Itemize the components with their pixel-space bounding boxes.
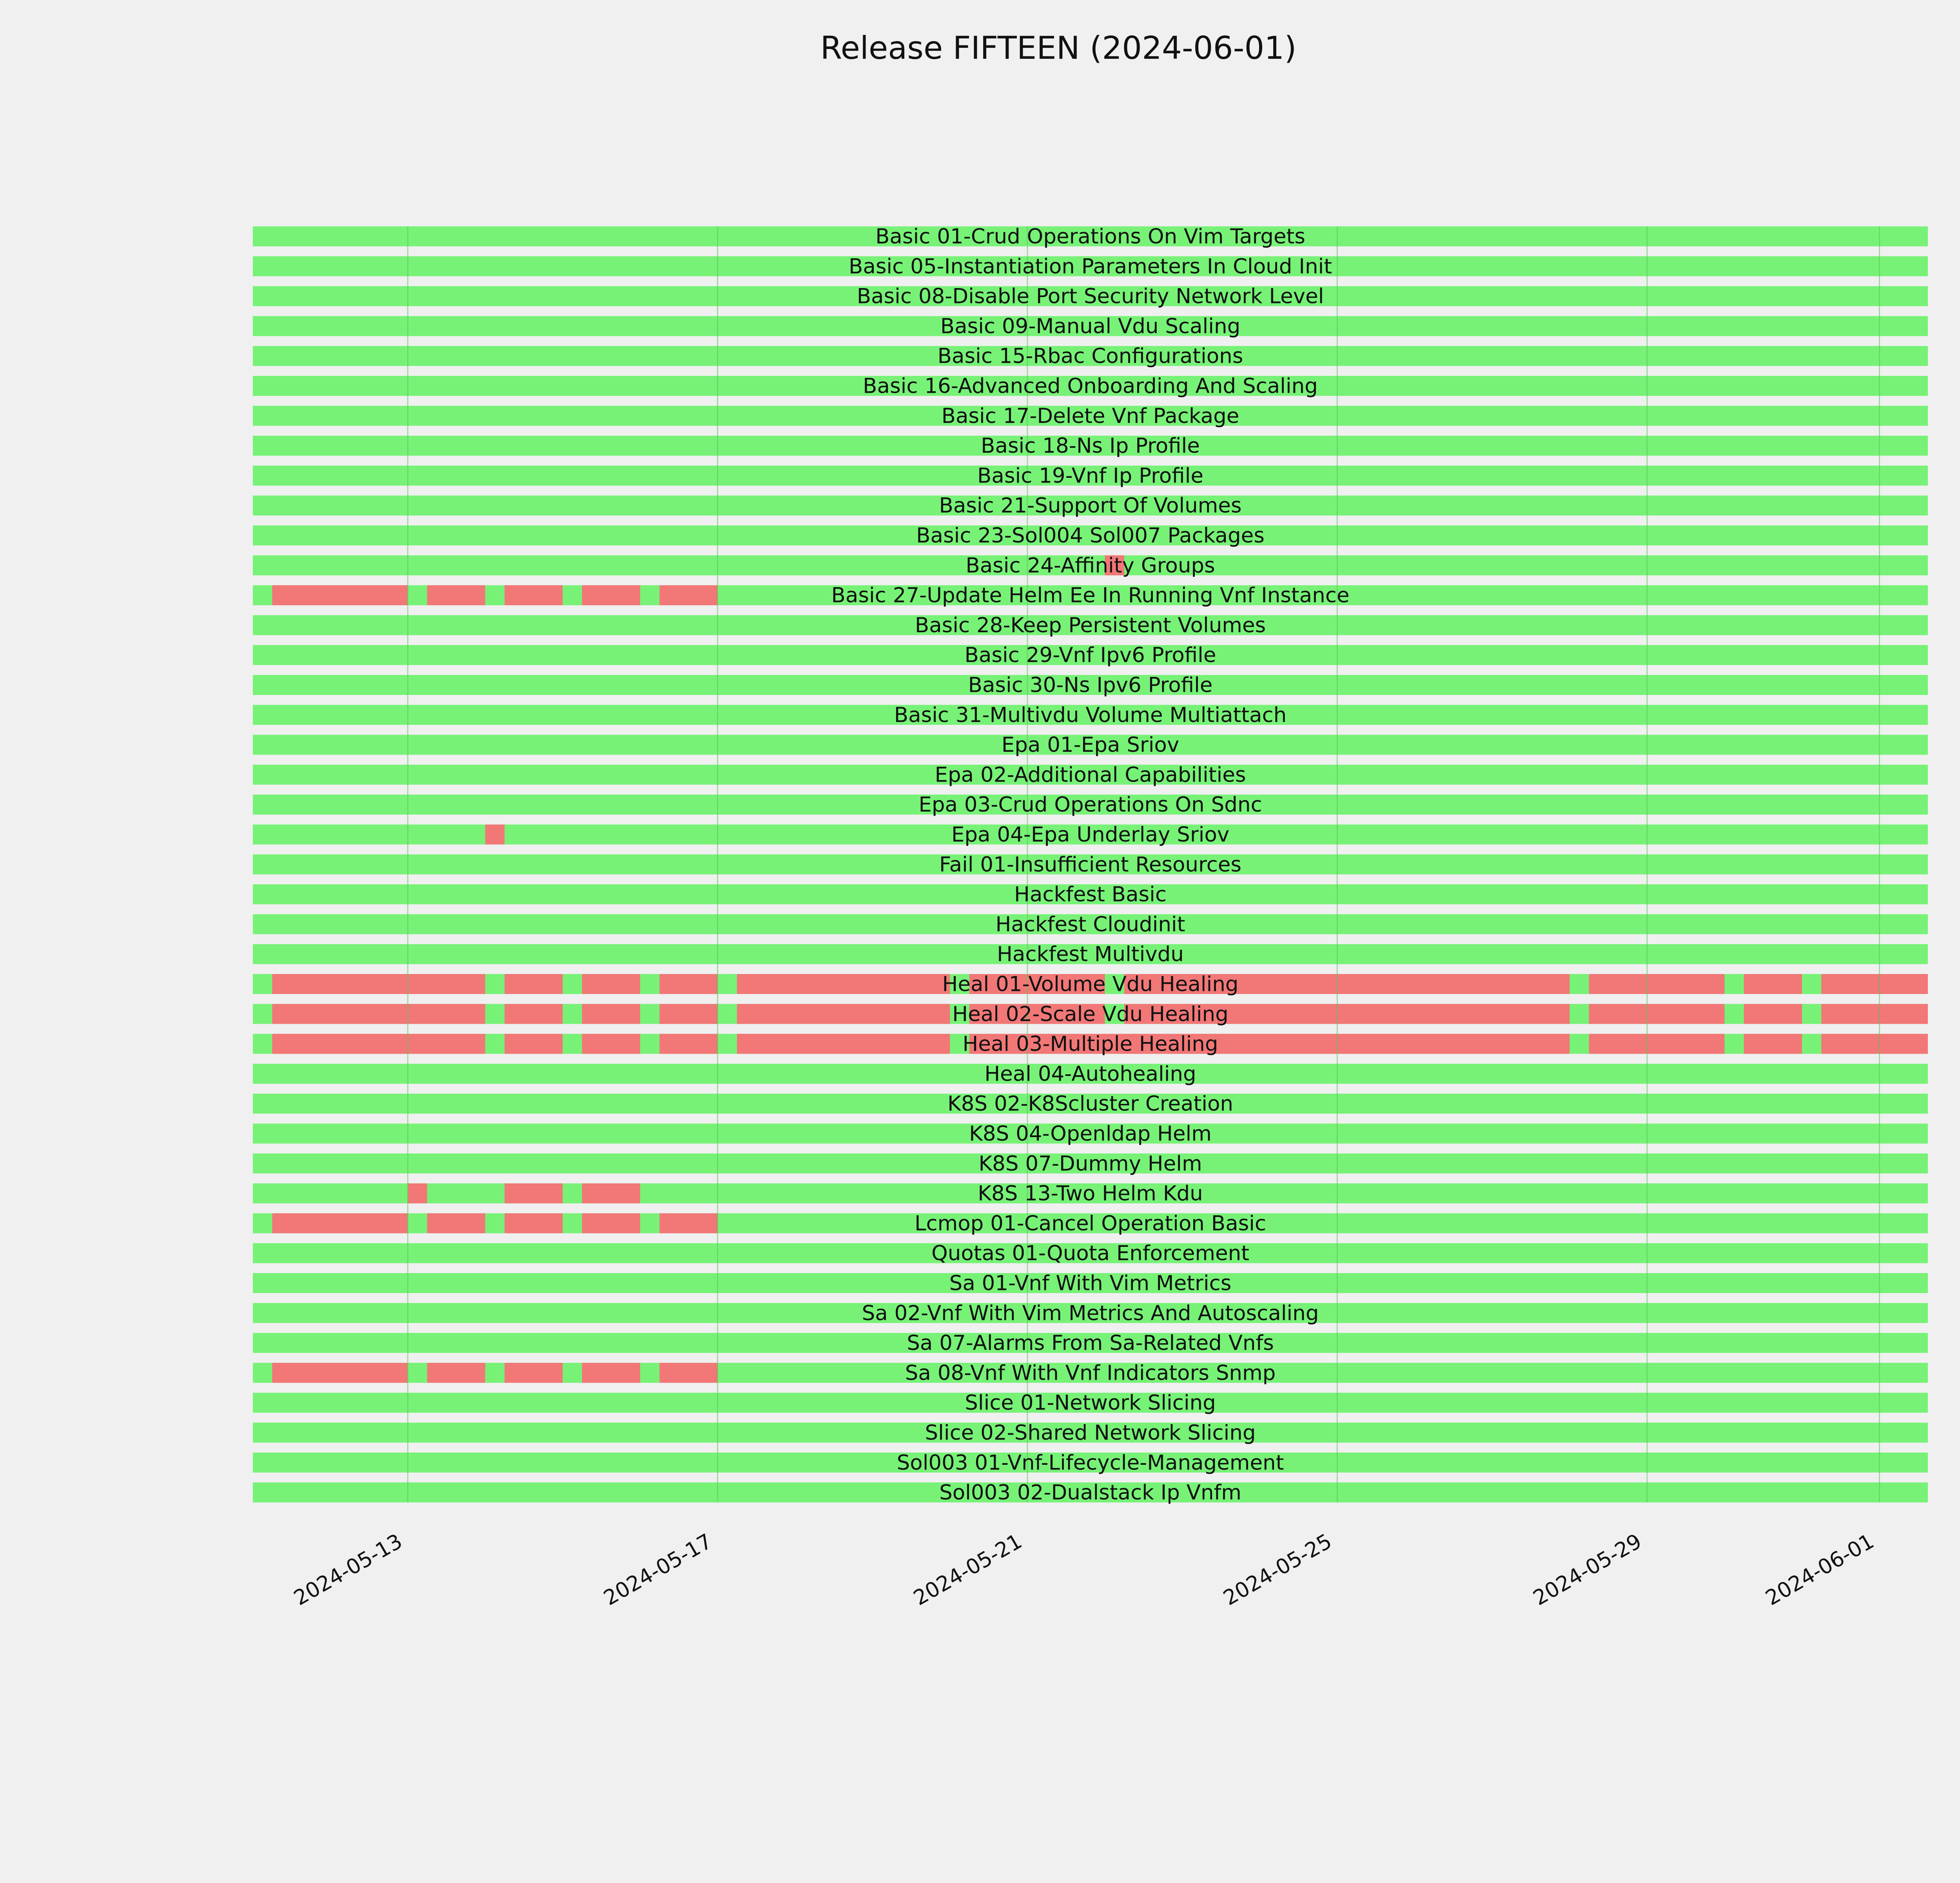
fail-segment (1744, 1004, 1802, 1024)
row-label: Slice 02-Shared Network Slicing (925, 1421, 1256, 1445)
row-label: Basic 17-Delete Vnf Package (941, 404, 1240, 428)
row-label: K8S 07-Dummy Helm (978, 1152, 1202, 1176)
row-label: Lcmop 01-Cancel Operation Basic (914, 1211, 1267, 1235)
fail-segment (582, 585, 640, 605)
x-tick-label: 2024-05-17 (599, 1529, 717, 1611)
fail-segment (1821, 1034, 1928, 1054)
fail-segment (272, 1213, 408, 1233)
fail-segment (505, 974, 563, 994)
fail-segment (659, 1004, 717, 1024)
fail-segment (1744, 974, 1802, 994)
row-label: Epa 03-Crud Operations On Sdnc (918, 793, 1262, 817)
fail-segment (272, 585, 408, 605)
fail-segment (737, 1034, 950, 1054)
row-label: Basic 16-Advanced Onboarding And Scaling (863, 374, 1318, 398)
row-label: Basic 29-Vnf Ipv6 Profile (964, 643, 1216, 668)
fail-segment (582, 1213, 640, 1233)
fail-segment (659, 1213, 717, 1233)
row-label: Sa 02-Vnf With Vim Metrics And Autoscaling (862, 1301, 1319, 1325)
row-label: Basic 19-Vnf Ip Profile (977, 464, 1203, 488)
row-label: Fail 01-Insufficient Resources (939, 853, 1241, 877)
row-label: Basic 08-Disable Port Security Network Level (857, 284, 1324, 308)
row-label: Basic 15-Rbac Configurations (937, 344, 1243, 368)
fail-segment (505, 1004, 563, 1024)
row-label: Basic 28-Keep Persistent Volumes (915, 613, 1266, 637)
fail-segment (582, 1363, 640, 1383)
row-label: Sa 01-Vnf With Vim Metrics (949, 1271, 1232, 1295)
row-label: Basic 05-Instantiation Parameters In Cloud Init (848, 254, 1332, 279)
fail-segment (659, 1034, 717, 1054)
fail-segment (272, 1004, 485, 1024)
fail-segment (427, 1213, 485, 1233)
fail-segment (1589, 1004, 1725, 1024)
row-label: K8S 13-Two Helm Kdu (978, 1181, 1203, 1206)
row-label: Hackfest Multivdu (997, 942, 1184, 967)
row-label: Basic 18-Ns Ip Profile (981, 434, 1200, 458)
row-label: Basic 09-Manual Vdu Scaling (940, 314, 1241, 338)
fail-segment (505, 1034, 563, 1054)
fail-segment (485, 825, 505, 845)
row-label: Heal 01-Volume Vdu Healing (942, 972, 1239, 996)
chart-title: Release FIFTEEN (2024-06-01) (820, 30, 1297, 66)
fail-segment (1821, 974, 1928, 994)
fail-segment (659, 974, 717, 994)
row-label: Epa 04-Epa Underlay Sriov (951, 823, 1230, 847)
fail-segment (1589, 1034, 1725, 1054)
row-label: Slice 01-Network Slicing (965, 1391, 1216, 1415)
fail-segment (659, 585, 717, 605)
row-label: Sol003 02-Dualstack Ip Vnfm (939, 1480, 1241, 1505)
row-label: Heal 03-Multiple Healing (962, 1032, 1218, 1056)
x-tick-label: 2024-05-25 (1219, 1529, 1336, 1611)
row-label: Basic 23-Sol004 Sol007 Packages (916, 524, 1265, 548)
row-label: Epa 01-Epa Sriov (1001, 733, 1180, 757)
fail-segment (582, 1183, 640, 1203)
row-label: Hackfest Basic (1014, 882, 1167, 907)
row-label: Sol003 01-Vnf-Lifecycle-Management (897, 1451, 1284, 1475)
fail-segment (737, 1004, 950, 1024)
fail-segment (272, 1363, 408, 1383)
fail-segment (582, 1004, 640, 1024)
fail-segment (737, 974, 950, 994)
fail-segment (582, 974, 640, 994)
row-label: Basic 30-Ns Ipv6 Profile (968, 673, 1213, 697)
fail-segment (505, 1183, 563, 1203)
row-label: Sa 08-Vnf With Vnf Indicators Snmp (905, 1361, 1276, 1385)
row-label: Quotas 01-Quota Enforcement (931, 1241, 1249, 1266)
fail-segment (427, 585, 485, 605)
fail-segment (272, 974, 485, 994)
row-label: Epa 02-Additional Capabilities (935, 763, 1246, 787)
row-label: K8S 04-Openldap Helm (969, 1122, 1212, 1146)
fail-segment (427, 1363, 485, 1383)
row-label: Basic 31-Multivdu Volume Multiattach (894, 703, 1287, 727)
fail-segment (1589, 974, 1725, 994)
row-label: Basic 24-Affinity Groups (965, 553, 1215, 578)
x-tick-label: 2024-06-01 (1761, 1529, 1878, 1611)
row-label: Sa 07-Alarms From Sa-Related Vnfs (907, 1331, 1274, 1355)
fail-segment (505, 1363, 563, 1383)
fail-segment (272, 1034, 485, 1054)
fail-segment (1744, 1034, 1802, 1054)
fail-segment (1821, 1004, 1928, 1024)
row-label: Basic 27-Update Helm Ee In Running Vnf Instance (831, 583, 1350, 608)
row-label: Heal 04-Autohealing (984, 1062, 1196, 1086)
fail-segment (659, 1363, 717, 1383)
fail-segment (505, 1213, 563, 1233)
row-label: Hackfest Cloudinit (995, 912, 1185, 936)
fail-segment (505, 585, 563, 605)
x-tick-label: 2024-05-29 (1529, 1529, 1646, 1611)
row-label: K8S 02-K8Scluster Creation (947, 1092, 1233, 1116)
x-tick-label: 2024-05-13 (290, 1529, 407, 1611)
x-tick-label: 2024-05-21 (909, 1529, 1026, 1611)
row-label: Basic 21-Support Of Volumes (939, 493, 1242, 518)
row-label: Heal 02-Scale Vdu Healing (952, 1002, 1229, 1026)
fail-segment (408, 1183, 427, 1203)
row-label: Basic 01-Crud Operations On Vim Targets (875, 225, 1305, 249)
fail-segment (582, 1034, 640, 1054)
